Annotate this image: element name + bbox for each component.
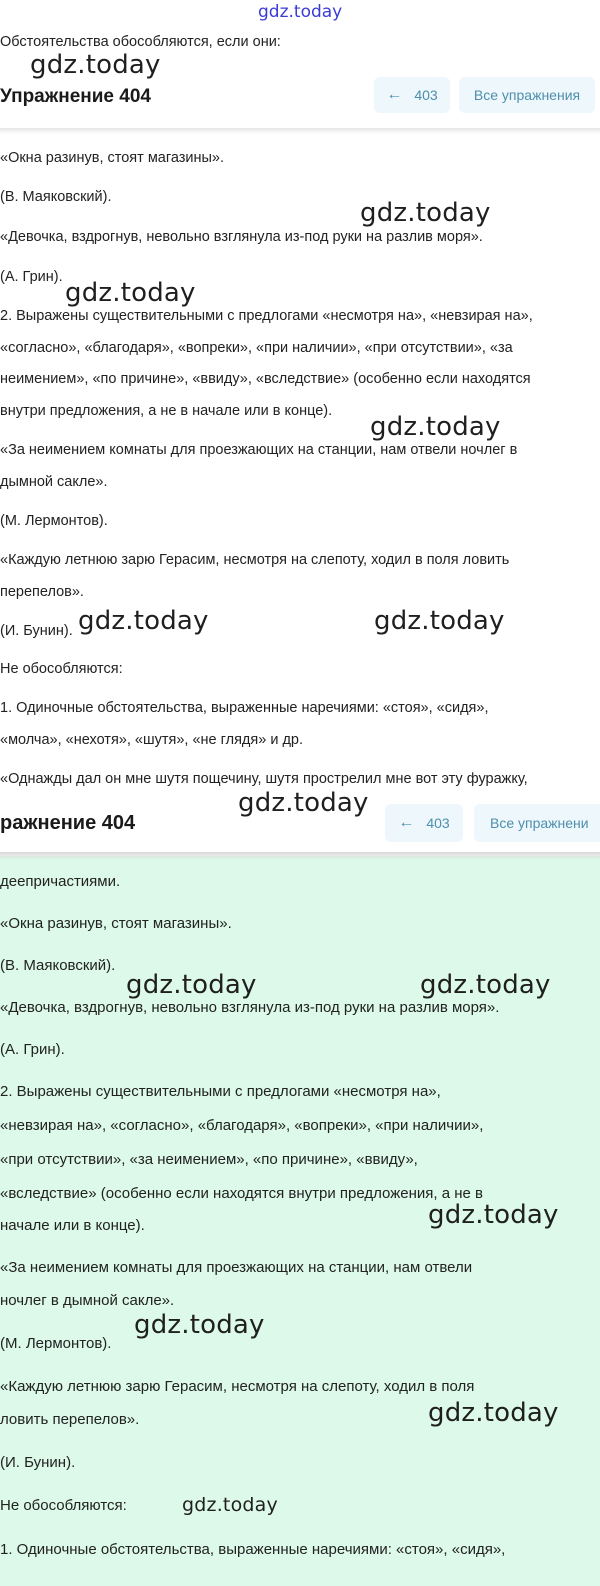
text-line: (И. Бунин). [0, 623, 73, 639]
watermark: gdz.today [360, 198, 491, 228]
prev-exercise-label: 403 [414, 87, 438, 103]
prev-exercise-label-2: 403 [426, 815, 450, 831]
text-line: «За неимением комнаты для проезжающих на станции, нам отвели ночлег в [0, 442, 518, 458]
all-exercises-label-2: Все упражнени [490, 815, 589, 831]
text-line: 2. Выражены существительными с предлогами «несмотря на», «невзирая на», [0, 308, 533, 324]
text-line: «молча», «нехотя», «шутя», «не глядя» и др. [0, 732, 304, 748]
text-line: неимением», «по причине», «ввиду», «вследствие» (особенно если находятся [0, 371, 531, 387]
watermark: gdz.today [30, 50, 161, 80]
text-line: «согласно», «благодаря», «вопреки», «при наличии», «при отсутствии», «за [0, 340, 513, 356]
text-line: «при отсутствии», «за неимением», «по причине», «ввиду», [0, 1151, 418, 1168]
prev-exercise-button[interactable] [374, 77, 450, 113]
all-exercises-button-2[interactable] [474, 804, 600, 842]
text-line: (А. Грин). [0, 1041, 65, 1058]
top-text: Обстоятельства обособляются, если они: [0, 34, 281, 50]
watermark: gdz.today [420, 970, 551, 1000]
text-line: «За неимением комнаты для проезжающих на станции, нам отвели [0, 1259, 473, 1276]
all-exercises-button[interactable] [459, 77, 595, 113]
watermark: gdz.today [182, 1494, 278, 1516]
text-line: «невзирая на», «согласно», «благодаря», «вопреки», «при наличии», [0, 1117, 484, 1134]
text-line: «Однажды дал он мне шутя пощечину, шутя прострелил мне вот эту фуражку, [0, 771, 528, 787]
watermark: gdz.today [78, 606, 209, 636]
watermark: gdz.today [134, 1310, 265, 1340]
text-line: Не обособляются: [0, 661, 123, 677]
text-line: начале или в конце). [0, 1217, 145, 1234]
watermark: gdz.today [238, 788, 369, 818]
watermark: gdz.today [126, 970, 257, 1000]
text-line: (И. Бунин). [0, 1454, 76, 1471]
text-line: ночлег в дымной сакле». [0, 1292, 175, 1309]
text-line: «Каждую летнюю зарю Герасим, несмотря на слепоту, ходил в поля ловить [0, 552, 510, 568]
text-line: (М. Лермонтов). [0, 1335, 112, 1352]
text-line: (В. Маяковский). [0, 189, 112, 205]
all-exercises-label: Все упражнения [473, 87, 581, 103]
text-line: «Девочка, вздрогнув, невольно взглянула из-под руки на разлив моря». [0, 229, 483, 245]
text-line: 2. Выражены существительными с предлогами «несмотря на», [0, 1083, 441, 1100]
watermark: gdz.today [428, 1398, 559, 1428]
arrow-left-icon: ← [386, 86, 403, 103]
text-line: ловить перепелов». [0, 1411, 140, 1428]
text-line: (А. Грин). [0, 269, 63, 285]
watermark: gdz.today [374, 606, 505, 636]
page-title: Упражнение 404 [0, 86, 151, 107]
text-line: «вследствие» (особенно если находятся внутри предложения, а не в [0, 1185, 484, 1202]
header-shadow-2 [0, 852, 600, 860]
text-line: (М. Лермонтов). [0, 513, 108, 529]
text-line: внутри предложения, а не в начале или в конце). [0, 403, 333, 419]
page-title-2: ражнение 404 [0, 812, 136, 834]
text-line: 1. Одиночные обстоятельства, выраженные наречиями: «стоя», «сидя», [0, 700, 489, 716]
text-line: «Каждую летнюю зарю Герасим, несмотря на слепоту, ходил в поля [0, 1378, 475, 1395]
exercise-header [0, 72, 600, 128]
watermark: gdz.today [65, 278, 196, 308]
text-line: деепричастиями. [0, 873, 121, 890]
text-line: дымной сакле». [0, 474, 108, 490]
text-line: «Окна разинув, стоят магазины». [0, 150, 225, 166]
text-line: «Окна разинув, стоят магазины». [0, 915, 232, 932]
arrow-left-icon: ← [398, 814, 415, 831]
watermark-top: gdz.today [258, 2, 343, 22]
prev-exercise-button-2[interactable] [385, 804, 463, 842]
text-line: Не обособляются: [0, 1497, 127, 1514]
watermark: gdz.today [428, 1200, 559, 1230]
text-line: (В. Маяковский). [0, 957, 116, 974]
watermark: gdz.today [370, 412, 501, 442]
text-line: «Девочка, вздрогнув, невольно взглянула из-под руки на разлив моря». [0, 999, 500, 1016]
header-shadow [0, 128, 600, 134]
text-line: перепелов». [0, 584, 84, 600]
text-line: 1. Одиночные обстоятельства, выраженные наречиями: «стоя», «сидя», [0, 1541, 506, 1558]
